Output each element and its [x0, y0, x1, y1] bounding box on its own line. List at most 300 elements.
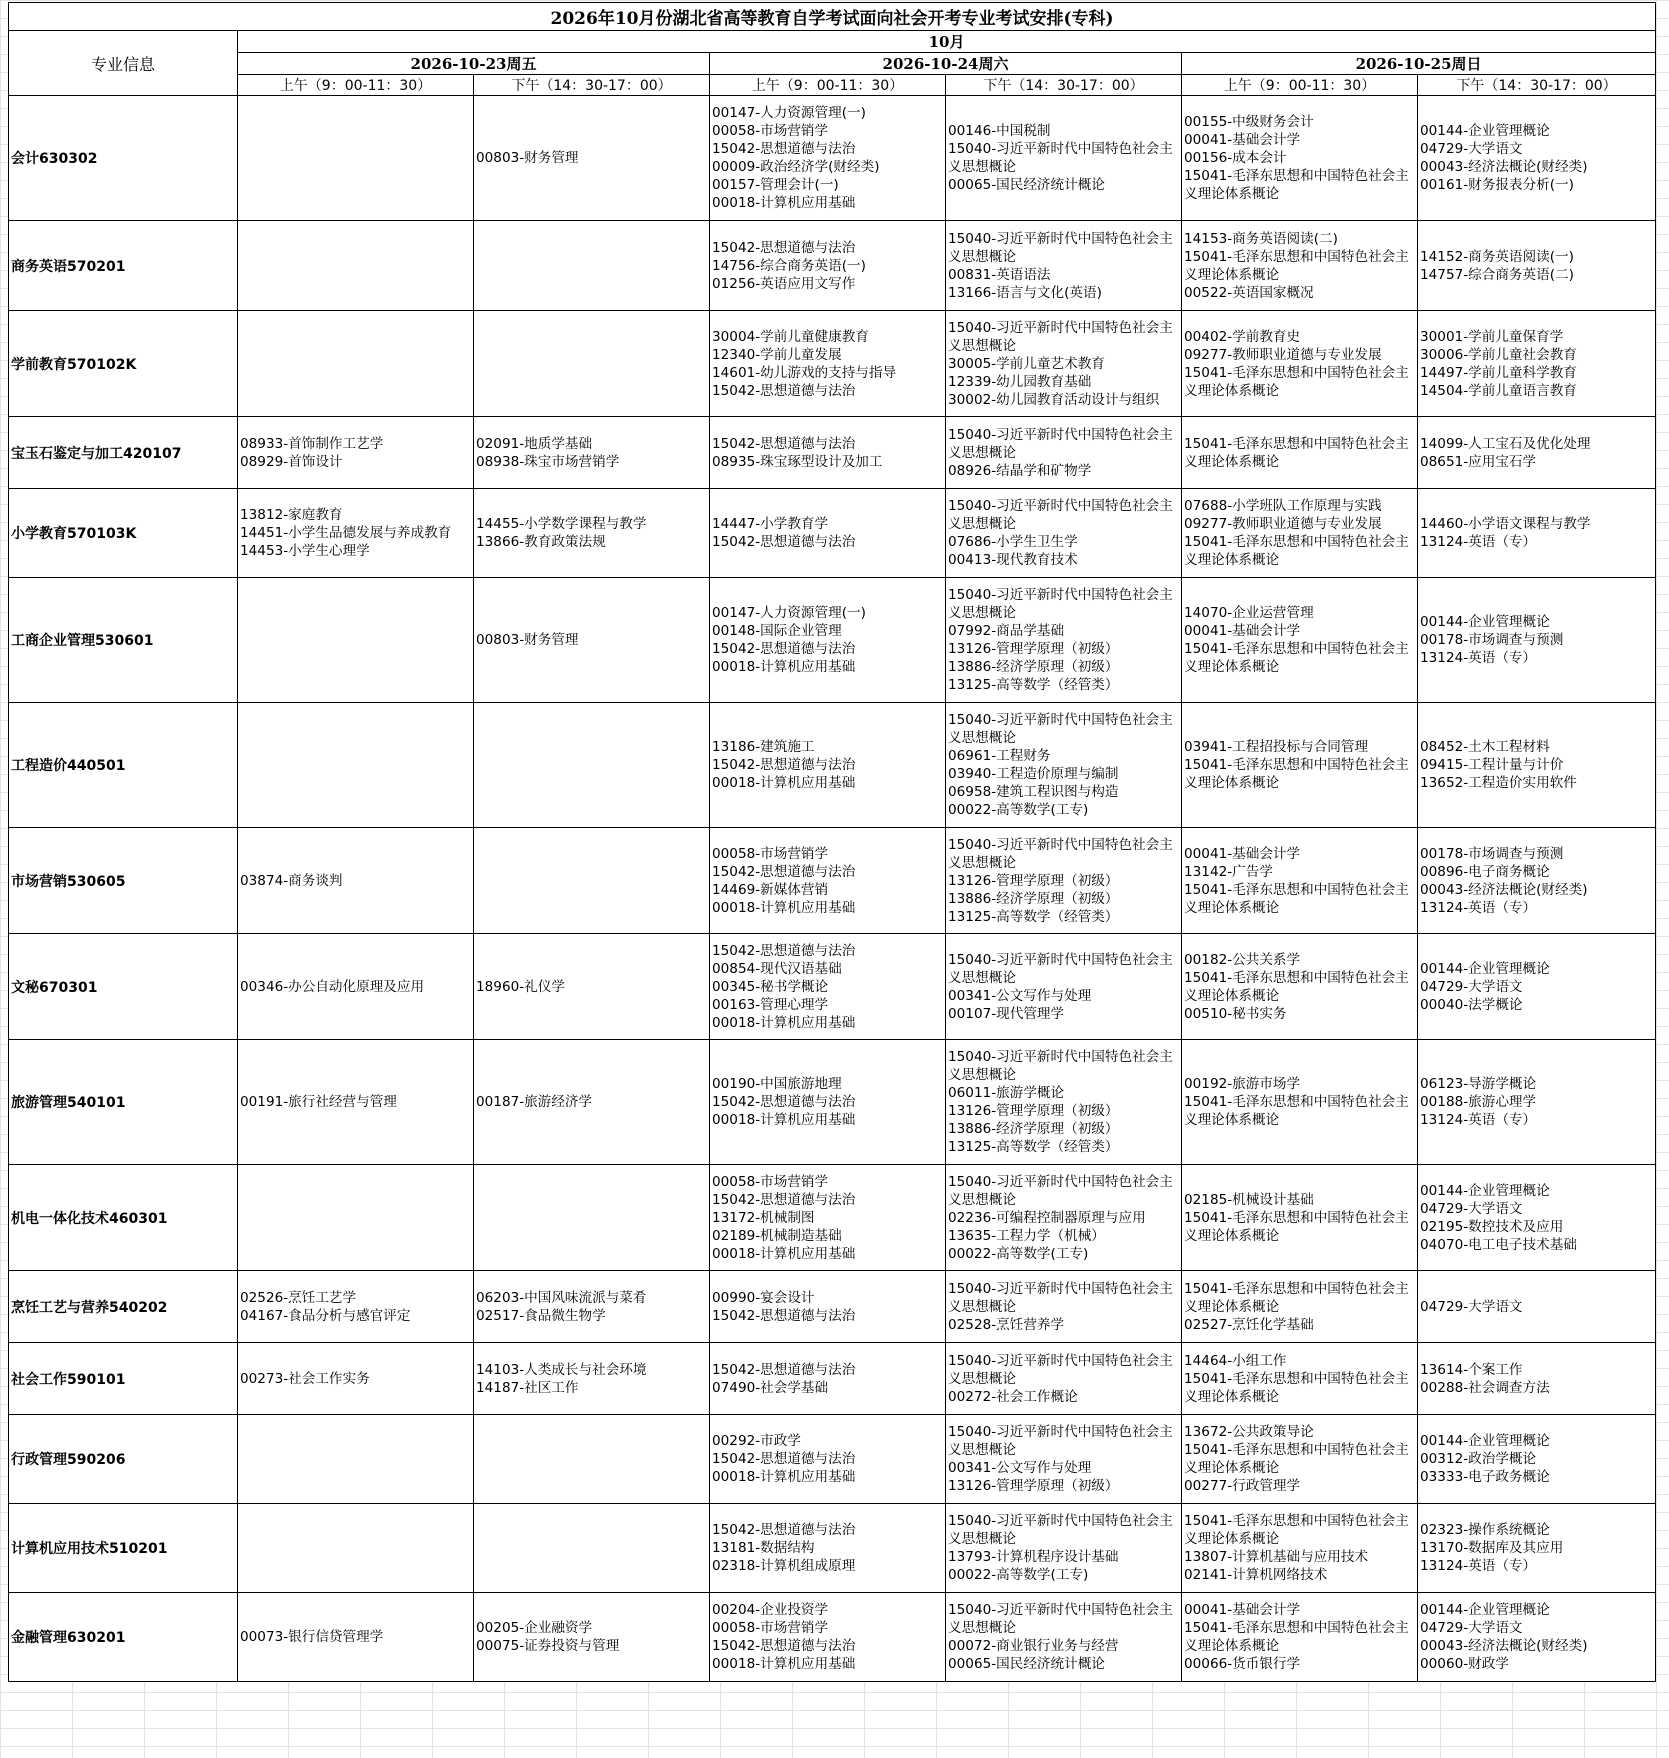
exam-course: 15041-毛泽东思想和中国特色社会主义理论体系概论 [1184, 364, 1409, 399]
exam-course: 15042-思想道德与法治 [712, 534, 856, 550]
major-row [9, 578, 1656, 703]
exam-course: 02526-烹饪工艺学 [240, 1289, 357, 1306]
exam-course: 12339-幼儿园教育基础 [948, 373, 1092, 390]
exam-slot-cell [238, 221, 474, 311]
exam-schedule-table [8, 2, 1656, 1682]
exam-course: 00178-市场调查与预测 [1420, 845, 1564, 862]
exam-slot-cell [710, 703, 946, 828]
exam-slot-cell [946, 934, 1182, 1040]
exam-slot-cell [1418, 1271, 1656, 1343]
exam-slot-cell [710, 1593, 946, 1682]
major-row [9, 221, 1656, 311]
schedule-title: 2026年10月份湖北省高等教育自学考试面向社会开考专业考试安排(专科) [9, 3, 1656, 31]
major-row [9, 1415, 1656, 1504]
exam-course: 30001-学前儿童保育学 [1420, 328, 1564, 345]
exam-course: 00058-市场营销学 [712, 1620, 829, 1636]
exam-course: 14756-综合商务英语(一) [712, 257, 866, 274]
major-row [9, 489, 1656, 578]
exam-slot-cell [710, 1271, 946, 1343]
exam-course: 00018-计算机应用基础 [712, 899, 856, 916]
exam-course: 08933-首饰制作工艺学 [240, 435, 384, 452]
exam-slot-cell [1182, 1271, 1418, 1343]
major-name: 文秘670301 [9, 934, 238, 1040]
date-header-day2: 2026-10-24周六 [710, 53, 1182, 75]
major-name: 计算机应用技术510201 [9, 1504, 238, 1593]
exam-course: 14460-小学语文课程与教学 [1420, 516, 1591, 532]
exam-course: 14070-企业运营管理 [1184, 605, 1314, 621]
exam-course: 14187-社区工作 [476, 1379, 579, 1396]
exam-course: 15041-毛泽东思想和中国特色社会主义理论体系概论 [1184, 1094, 1409, 1128]
exam-course: 00155-中级财务会计 [1184, 114, 1314, 130]
exam-course: 03940-工程造价原理与编制 [948, 766, 1119, 782]
exam-course: 02091-地质学基础 [476, 435, 593, 452]
exam-course: 13125-高等数学（经管类） [948, 1139, 1119, 1155]
exam-slot-cell [710, 1040, 946, 1165]
exam-slot-cell [474, 1593, 710, 1682]
exam-slot-cell [1182, 1504, 1418, 1593]
exam-slot-cell [946, 1040, 1182, 1165]
exam-course: 15040-习近平新时代中国特色社会主义思想概论 [948, 951, 1173, 986]
exam-course: 30005-学前儿童艺术教育 [948, 355, 1105, 372]
exam-course: 13793-计算机程序设计基础 [948, 1549, 1119, 1565]
exam-course: 00058-市场营销学 [712, 123, 829, 139]
exam-course: 13124-英语（专） [1420, 1112, 1537, 1128]
exam-course: 00075-证券投资与管理 [476, 1638, 620, 1654]
exam-course: 00009-政治经济学(财经类) [712, 159, 880, 175]
exam-course: 00018-计算机应用基础 [712, 1245, 856, 1262]
exam-course: 00182-公共关系学 [1184, 951, 1301, 968]
exam-slot-cell [1182, 1415, 1418, 1504]
exam-course: 15041-毛泽东思想和中国特色社会主义理论体系概论 [1184, 757, 1409, 791]
exam-course: 14601-幼儿游戏的支持与指导 [712, 364, 897, 381]
exam-course: 00273-社会工作实务 [240, 1370, 370, 1387]
exam-course: 00161-财务报表分析(一) [1420, 177, 1574, 193]
exam-course: 00147-人力资源管理(一) [712, 605, 866, 621]
exam-slot-cell [474, 1415, 710, 1504]
exam-course: 15042-思想道德与法治 [712, 239, 856, 256]
major-name: 小学教育570103K [9, 489, 238, 578]
exam-slot-cell [474, 1343, 710, 1415]
exam-slot-cell [238, 489, 474, 578]
exam-course: 08452-土木工程材料 [1420, 739, 1550, 755]
exam-course: 15040-习近平新时代中国特色社会主义思想概论 [948, 1049, 1173, 1083]
exam-course: 00144-企业管理概论 [1420, 1433, 1550, 1449]
exam-course: 00292-市政学 [712, 1433, 801, 1449]
exam-slot-cell [946, 1343, 1182, 1415]
exam-course: 15040-习近平新时代中国特色社会主义思想概论 [948, 230, 1173, 265]
exam-course: 09415-工程计量与计价 [1420, 757, 1564, 773]
exam-course: 13124-英语（专） [1420, 1558, 1537, 1574]
exam-course: 13170-数据库及其应用 [1420, 1540, 1564, 1556]
major-row [9, 311, 1656, 417]
exam-course: 14099-人工宝石及优化处理 [1420, 435, 1591, 452]
exam-course: 12340-学前儿童发展 [712, 346, 842, 363]
schedule-body [9, 96, 1656, 1682]
exam-course: 00896-电子商务概论 [1420, 863, 1550, 880]
exam-course: 15042-思想道德与法治 [712, 641, 856, 657]
exam-course: 15041-毛泽东思想和中国特色社会主义理论体系概论 [1184, 1370, 1409, 1405]
exam-slot-cell [946, 96, 1182, 221]
exam-slot-cell [474, 1165, 710, 1271]
month-header: 10月 [238, 31, 1656, 53]
exam-slot-cell [946, 417, 1182, 489]
exam-course: 00147-人力资源管理(一) [712, 105, 866, 121]
exam-slot-cell [238, 1040, 474, 1165]
exam-course: 00018-计算机应用基础 [712, 775, 856, 791]
exam-course: 00803-财务管理 [476, 632, 579, 648]
exam-course: 00107-现代管理学 [948, 1005, 1065, 1022]
exam-course: 07490-社会学基础 [712, 1379, 829, 1396]
exam-course: 13124-英语（专） [1420, 650, 1537, 666]
exam-slot-cell [1418, 1165, 1656, 1271]
exam-course: 14469-新媒体营销 [712, 881, 829, 898]
exam-course: 00066-货币银行学 [1184, 1656, 1301, 1672]
major-name: 工商企业管理530601 [9, 578, 238, 703]
major-name: 会计630302 [9, 96, 238, 221]
exam-course: 00041-基础会计学 [1184, 1602, 1301, 1618]
exam-course: 04167-食品分析与感官评定 [240, 1307, 411, 1324]
exam-course: 15042-思想道德与法治 [712, 1307, 856, 1324]
exam-course: 03941-工程招投标与合同管理 [1184, 739, 1369, 755]
exam-course: 15040-习近平新时代中国特色社会主义思想概论 [948, 426, 1173, 461]
exam-course: 15042-思想道德与法治 [712, 141, 856, 157]
exam-course: 13126-管理学原理（初级） [948, 872, 1119, 889]
exam-course: 15042-思想道德与法治 [712, 1191, 856, 1208]
major-info-header: 专业信息 [9, 31, 238, 96]
exam-course: 15041-毛泽东思想和中国特色社会主义理论体系概论 [1184, 1209, 1409, 1244]
major-row [9, 703, 1656, 828]
exam-slot-cell [710, 417, 946, 489]
exam-slot-cell [238, 1343, 474, 1415]
exam-slot-cell [1418, 311, 1656, 417]
exam-slot-cell [1182, 934, 1418, 1040]
exam-course: 00144-企业管理概论 [1420, 614, 1550, 630]
exam-course: 13635-工程力学（机械） [948, 1227, 1105, 1244]
exam-course: 13186-建筑施工 [712, 739, 815, 755]
exam-slot-cell [238, 1415, 474, 1504]
exam-course: 15041-毛泽东思想和中国特色社会主义理论体系概论 [1184, 969, 1409, 1004]
exam-course: 15040-习近平新时代中国特色社会主义思想概论 [948, 1513, 1173, 1547]
exam-course: 00510-秘书实务 [1184, 1005, 1287, 1022]
exam-course: 00041-基础会计学 [1184, 132, 1301, 148]
exam-course: 00022-高等数学(工专) [948, 802, 1089, 818]
exam-course: 00156-成本会计 [1184, 150, 1287, 166]
exam-course: 09277-教师职业道德与专业发展 [1184, 516, 1382, 532]
exam-slot-cell [946, 221, 1182, 311]
exam-course: 01256-英语应用文写作 [712, 275, 856, 292]
exam-course: 00413-现代教育技术 [948, 552, 1078, 568]
major-name: 工程造价440501 [9, 703, 238, 828]
exam-course: 06961-工程财务 [948, 748, 1051, 764]
exam-course: 04729-大学语文 [1420, 1298, 1523, 1315]
exam-course: 13886-经济学原理（初级） [948, 659, 1119, 675]
exam-course: 30006-学前儿童社会教育 [1420, 346, 1577, 363]
exam-course: 13124-英语（专） [1420, 899, 1537, 916]
exam-course: 15042-思想道德与法治 [712, 435, 856, 452]
exam-course: 15040-习近平新时代中国特色社会主义思想概论 [948, 1352, 1173, 1387]
exam-course: 00065-国民经济统计概论 [948, 177, 1105, 193]
exam-slot-cell [474, 578, 710, 703]
exam-course: 15041-毛泽东思想和中国特色社会主义理论体系概论 [1184, 1620, 1409, 1654]
major-row [9, 1343, 1656, 1415]
exam-course: 00022-高等数学(工专) [948, 1245, 1089, 1262]
exam-course: 00831-英语语法 [948, 266, 1051, 283]
exam-course: 02318-计算机组成原理 [712, 1558, 856, 1574]
exam-course: 00041-基础会计学 [1184, 845, 1301, 862]
exam-course: 13124-英语（专） [1420, 534, 1537, 550]
major-row [9, 1504, 1656, 1593]
exam-course: 00205-企业融资学 [476, 1620, 593, 1636]
exam-slot-cell [1182, 311, 1418, 417]
exam-course: 14455-小学数学课程与教学 [476, 516, 647, 532]
exam-course: 07686-小学生卫生学 [948, 534, 1078, 550]
exam-course: 00272-社会工作概论 [948, 1388, 1078, 1405]
major-row [9, 828, 1656, 934]
exam-course: 15040-习近平新时代中国特色社会主义思想概论 [948, 498, 1173, 532]
exam-slot-cell [1182, 578, 1418, 703]
exam-course: 00990-宴会设计 [712, 1289, 815, 1306]
exam-slot-cell [946, 489, 1182, 578]
exam-slot-cell [474, 311, 710, 417]
major-name: 机电一体化技术460301 [9, 1165, 238, 1271]
exam-slot-cell [946, 1504, 1182, 1593]
exam-course: 00854-现代汉语基础 [712, 960, 842, 977]
exam-slot-cell [710, 1343, 946, 1415]
exam-course: 14757-综合商务英语(二) [1420, 266, 1574, 283]
exam-course: 15042-思想道德与法治 [712, 382, 856, 399]
major-row [9, 417, 1656, 489]
exam-course: 15041-毛泽东思想和中国特色社会主义理论体系概论 [1184, 534, 1409, 568]
exam-course: 02195-数控技术及应用 [1420, 1218, 1564, 1235]
exam-course: 15041-毛泽东思想和中国特色社会主义理论体系概论 [1184, 1280, 1409, 1315]
exam-slot-cell [710, 489, 946, 578]
exam-course: 08926-结晶学和矿物学 [948, 462, 1092, 479]
exam-slot-cell [474, 221, 710, 311]
exam-course: 15042-思想道德与法治 [712, 942, 856, 959]
exam-course: 15041-毛泽东思想和中国特色社会主义理论体系概论 [1184, 435, 1409, 470]
exam-course: 15040-习近平新时代中国特色社会主义思想概论 [948, 1602, 1173, 1636]
exam-slot-cell [710, 221, 946, 311]
exam-course: 00288-社会调查方法 [1420, 1379, 1550, 1396]
exam-course: 15042-思想道德与法治 [712, 1094, 856, 1110]
exam-slot-cell [946, 1165, 1182, 1271]
exam-course: 15041-毛泽东思想和中国特色社会主义理论体系概论 [1184, 1442, 1409, 1476]
exam-slot-cell [238, 828, 474, 934]
exam-course: 02141-计算机网络技术 [1184, 1567, 1328, 1583]
exam-slot-cell [1418, 1040, 1656, 1165]
exam-course: 14153-商务英语阅读(二) [1184, 230, 1338, 247]
exam-course: 06011-旅游学概论 [948, 1085, 1065, 1101]
exam-course: 02527-烹饪化学基础 [1184, 1316, 1314, 1333]
exam-course: 13126-管理学原理（初级） [948, 1478, 1119, 1494]
exam-course: 15041-毛泽东思想和中国特色社会主义理论体系概论 [1184, 168, 1409, 202]
major-row [9, 1271, 1656, 1343]
exam-slot-cell [1182, 96, 1418, 221]
exam-course: 15042-思想道德与法治 [712, 1361, 856, 1378]
exam-course: 00022-高等数学(工专) [948, 1567, 1089, 1583]
major-row [9, 934, 1656, 1040]
exam-course: 13807-计算机基础与应用技术 [1184, 1549, 1369, 1565]
exam-course: 00346-办公自动化原理及应用 [240, 978, 425, 995]
date-header-day1: 2026-10-23周五 [238, 53, 710, 75]
exam-course: 04070-电工电子技术基础 [1420, 1236, 1577, 1253]
exam-course: 09277-教师职业道德与专业发展 [1184, 346, 1382, 363]
exam-slot-cell [1182, 1343, 1418, 1415]
exam-course: 04729-大学语文 [1420, 1620, 1523, 1636]
exam-course: 00146-中国税制 [948, 123, 1051, 139]
exam-course: 15042-思想道德与法治 [712, 757, 856, 773]
exam-course: 02189-机械制造基础 [712, 1227, 842, 1244]
exam-slot-cell [946, 311, 1182, 417]
exam-slot-cell [1182, 1040, 1418, 1165]
exam-slot-cell [946, 578, 1182, 703]
exam-slot-cell [474, 1504, 710, 1593]
major-name: 商务英语570201 [9, 221, 238, 311]
exam-course: 13812-家庭教育 [240, 507, 343, 523]
exam-slot-cell [710, 311, 946, 417]
exam-course: 13672-公共政策导论 [1184, 1424, 1314, 1440]
exam-slot-cell [474, 1040, 710, 1165]
exam-course: 08935-珠宝琢型设计及加工 [712, 453, 883, 470]
exam-course: 14451-小学生品德发展与养成教育 [240, 525, 452, 541]
exam-course: 15041-毛泽东思想和中国特色社会主义理论体系概论 [1184, 1513, 1409, 1547]
exam-course: 15040-习近平新时代中国特色社会主义思想概论 [948, 587, 1173, 621]
exam-course: 00040-法学概论 [1420, 996, 1523, 1013]
exam-course: 14103-人类成长与社会环境 [476, 1361, 647, 1378]
exam-course: 02528-烹饪营养学 [948, 1316, 1065, 1333]
exam-course: 00178-市场调查与预测 [1420, 632, 1564, 648]
exam-course: 13126-管理学原理（初级） [948, 641, 1119, 657]
exam-slot-cell [474, 703, 710, 828]
exam-course: 00018-计算机应用基础 [712, 1014, 856, 1031]
exam-course: 15042-思想道德与法治 [712, 1451, 856, 1467]
exam-slot-cell [1418, 1343, 1656, 1415]
exam-slot-cell [946, 828, 1182, 934]
exam-course: 15041-毛泽东思想和中国特色社会主义理论体系概论 [1184, 248, 1409, 283]
session-header-am: 上午（9：00-11：30） [1182, 75, 1418, 96]
exam-slot-cell [710, 578, 946, 703]
exam-course: 00073-银行信贷管理学 [240, 1629, 384, 1645]
exam-course: 00144-企业管理概论 [1420, 960, 1550, 977]
exam-course: 00043-经济法概论(财经类) [1420, 1638, 1588, 1654]
exam-course: 30004-学前儿童健康教育 [712, 328, 869, 345]
exam-course: 13166-语言与文化(英语) [948, 284, 1102, 301]
exam-slot-cell [474, 934, 710, 1040]
exam-course: 00191-旅行社经营与管理 [240, 1094, 397, 1110]
exam-course: 15040-习近平新时代中国特色社会主义思想概论 [948, 1280, 1173, 1315]
exam-course: 00803-财务管理 [476, 150, 579, 166]
exam-course: 15040-习近平新时代中国特色社会主义思想概论 [948, 319, 1173, 354]
exam-course: 00148-国际企业管理 [712, 623, 842, 639]
exam-course: 00144-企业管理概论 [1420, 1602, 1550, 1618]
exam-course: 13181-数据结构 [712, 1540, 815, 1556]
exam-slot-cell [238, 703, 474, 828]
exam-course: 00018-计算机应用基础 [712, 659, 856, 675]
major-row [9, 96, 1656, 221]
exam-course: 00204-企业投资学 [712, 1602, 829, 1618]
exam-slot-cell [1182, 1165, 1418, 1271]
exam-course: 00060-财政学 [1420, 1656, 1509, 1672]
exam-course: 14152-商务英语阅读(一) [1420, 248, 1574, 265]
exam-slot-cell [1418, 221, 1656, 311]
exam-course: 04729-大学语文 [1420, 141, 1523, 157]
exam-course: 00058-市场营销学 [712, 845, 829, 862]
exam-course: 15042-思想道德与法治 [712, 1522, 856, 1538]
exam-course: 02323-操作系统概论 [1420, 1522, 1550, 1538]
exam-slot-cell [1418, 96, 1656, 221]
exam-slot-cell [1182, 1593, 1418, 1682]
exam-slot-cell [710, 934, 946, 1040]
exam-course: 08651-应用宝石学 [1420, 453, 1537, 470]
exam-course: 00188-旅游心理学 [1420, 1094, 1537, 1110]
exam-course: 02517-食品微生物学 [476, 1307, 606, 1324]
exam-slot-cell [474, 828, 710, 934]
exam-slot-cell [1182, 703, 1418, 828]
exam-course: 00041-基础会计学 [1184, 623, 1301, 639]
exam-slot-cell [1418, 417, 1656, 489]
exam-course: 15040-习近平新时代中国特色社会主义思想概论 [948, 1173, 1173, 1208]
exam-course: 00522-英语国家概况 [1184, 284, 1314, 301]
exam-course: 00018-计算机应用基础 [712, 1112, 856, 1128]
exam-course: 00072-商业银行业务与经营 [948, 1638, 1119, 1654]
major-row [9, 1165, 1656, 1271]
exam-course: 06203-中国风味流派与菜肴 [476, 1289, 647, 1306]
exam-course: 00018-计算机应用基础 [712, 195, 856, 211]
major-name: 金融管理630201 [9, 1593, 238, 1682]
exam-slot-cell [238, 578, 474, 703]
exam-slot-cell [1182, 221, 1418, 311]
exam-slot-cell [474, 1271, 710, 1343]
exam-course: 14464-小组工作 [1184, 1352, 1287, 1369]
exam-slot-cell [946, 703, 1182, 828]
exam-course: 13652-工程造价实用软件 [1420, 775, 1577, 791]
exam-slot-cell [238, 1504, 474, 1593]
exam-slot-cell [1418, 578, 1656, 703]
session-header-am: 上午（9：00-11：30） [710, 75, 946, 96]
exam-course: 00144-企业管理概论 [1420, 1182, 1550, 1199]
exam-slot-cell [474, 417, 710, 489]
exam-course: 07688-小学班队工作原理与实践 [1184, 498, 1382, 514]
exam-course: 00190-中国旅游地理 [712, 1076, 842, 1092]
exam-course: 04729-大学语文 [1420, 978, 1523, 995]
exam-slot-cell [710, 828, 946, 934]
exam-slot-cell [710, 1165, 946, 1271]
exam-course: 15040-习近平新时代中国特色社会主义思想概论 [948, 1424, 1173, 1458]
exam-course: 00312-政治学概论 [1420, 1451, 1537, 1467]
exam-course: 14497-学前儿童科学教育 [1420, 364, 1577, 381]
exam-slot-cell [1418, 489, 1656, 578]
exam-course: 00065-国民经济统计概论 [948, 1656, 1105, 1672]
exam-slot-cell [1182, 828, 1418, 934]
exam-course: 15041-毛泽东思想和中国特色社会主义理论体系概论 [1184, 881, 1409, 916]
exam-course: 00192-旅游市场学 [1184, 1076, 1301, 1092]
exam-course: 15042-思想道德与法治 [712, 1638, 856, 1654]
exam-course: 03874-商务谈判 [240, 872, 343, 889]
exam-course: 13886-经济学原理（初级） [948, 1121, 1119, 1137]
exam-course: 03333-电子政务概论 [1420, 1469, 1550, 1485]
exam-slot-cell [1418, 1504, 1656, 1593]
exam-course: 13126-管理学原理（初级） [948, 1103, 1119, 1119]
major-name: 宝玉石鉴定与加工420107 [9, 417, 238, 489]
major-name: 旅游管理540101 [9, 1040, 238, 1165]
exam-slot-cell [238, 1271, 474, 1343]
exam-course: 02185-机械设计基础 [1184, 1191, 1314, 1208]
exam-course: 02236-可编程控制器原理与应用 [948, 1209, 1146, 1226]
exam-course: 15041-毛泽东思想和中国特色社会主义理论体系概论 [1184, 641, 1409, 675]
exam-course: 00018-计算机应用基础 [712, 1656, 856, 1672]
session-header-pm: 下午（14：30-17：00） [1418, 75, 1656, 96]
exam-slot-cell [946, 1593, 1182, 1682]
